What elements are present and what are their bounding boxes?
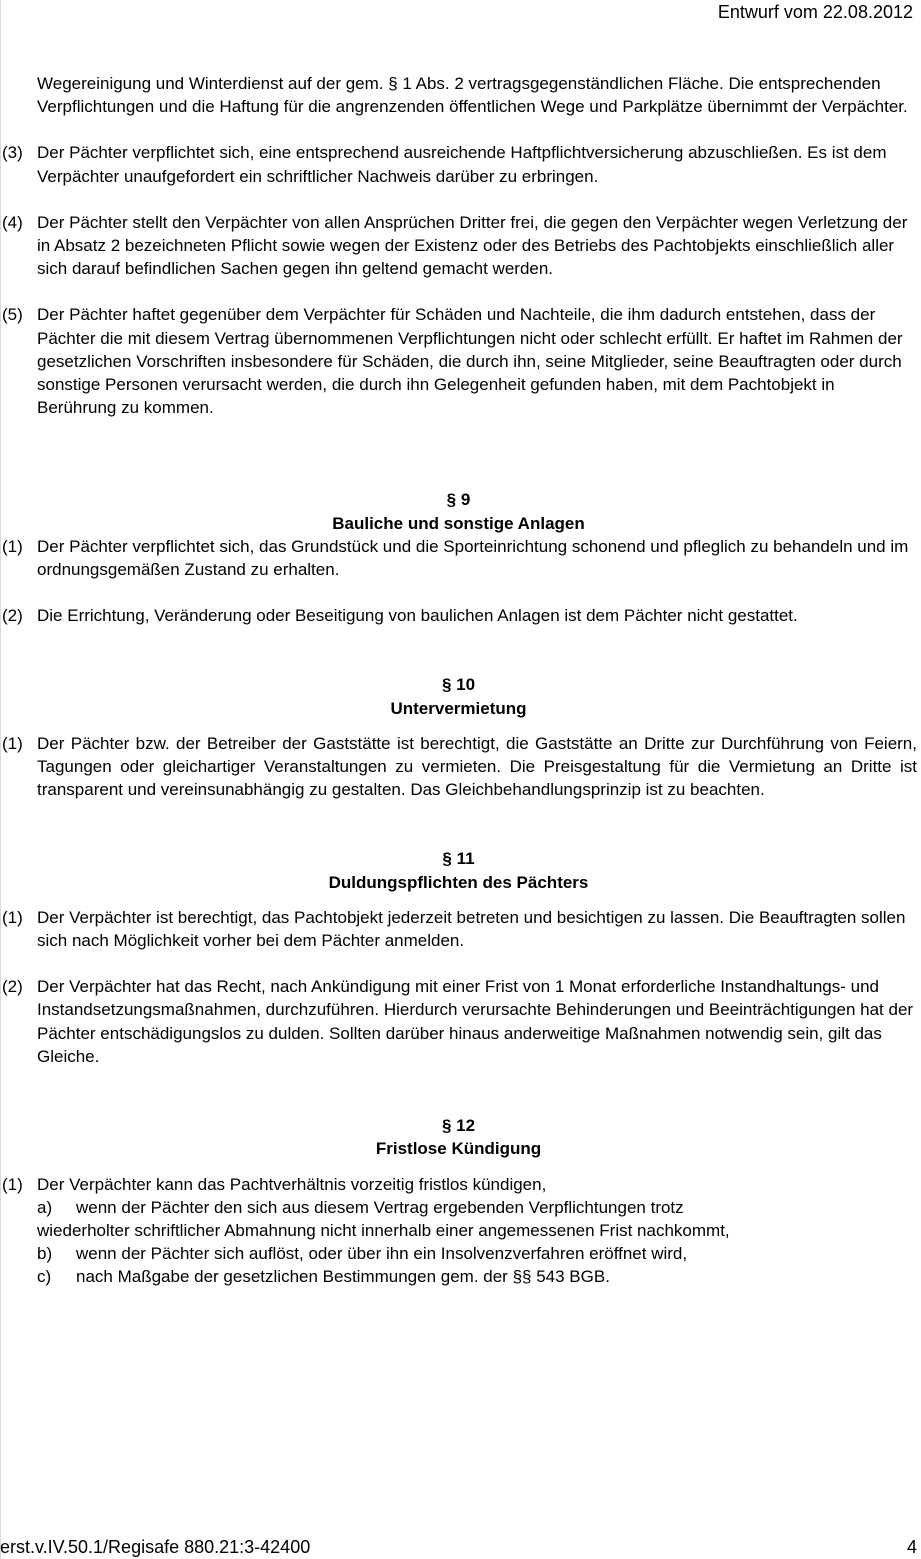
paragraph-9-2 [0,604,917,627]
paragraph-11-1 [0,906,917,952]
list-item-letter: b) [37,1244,53,1264]
section-9-title: Bauliche und sonstige Anlagen [332,513,585,533]
list-item-a-continuation [0,1219,917,1242]
paragraph-number: (3) [2,143,23,163]
list-item-letter: a) [37,1197,53,1217]
paragraph-8-5 [0,303,917,419]
section-12-number: § 12 [441,1116,476,1136]
section-9-number: § 9 [446,490,471,510]
footer-reference: erst.v.IV.50.1/Regisafe 880.21:3-42400 [0,1537,311,1557]
paragraph-text: Die Errichtung, Veränderung oder Beseitigung von baulichen Anlagen ist dem Pächter nicht gestattet. [37,606,798,626]
paragraph-number: (1) [2,733,23,753]
paragraph-10-1 [0,732,917,802]
draft-date-header: Entwurf vom 22.08.2012 [717,2,913,22]
paragraph-text: Der Pächter bzw. der Betreiber der Gaststätte ist berechtigt, die Gaststätte an Dritte zur Durchführung von Feiern, Tagungen oder gleichartiger Veranstaltungen zu vermieten. Die Preisgestaltung für die Vermietung an Dritte ist transparent und vereinsunabhängig zu gestalten. Das Gleichbehandlungsprinzip ist zu beachten. [37,733,917,800]
paragraph-number: (2) [2,606,23,626]
paragraph-9-1 [0,535,917,581]
page-number: 4 [906,1537,917,1557]
paragraph-12-1 [0,1173,917,1196]
list-item-text: wenn der Pächter den sich aus diesem Vertrag ergebenden Verpflichtungen trotz [76,1197,684,1217]
paragraph-text: Der Verpächter hat das Recht, nach Ankündigung mit einer Frist von 1 Monat erforderliche Instandhaltungs- und Instandsetzungsmaßnahmen, durchzuführen. Hierdurch verursachte Behinderungen und Beeinträchtigungen hat der Pächter entschädigungslos zu dulden. Sollten darüber hinaus anderweitige Maßnahmen notwendig sein, gilt das Gleiche. [37,977,914,1066]
list-item-letter: c) [37,1267,52,1287]
list-item-text: wenn der Pächter sich auflöst, oder über ihn ein Insolvenzverfahren eröffnet wird, [76,1244,688,1264]
paragraph-text: Der Pächter haftet gegenüber dem Verpächter für Schäden und Nachteile, die ihm dadurch entstehen, dass der Pächter die mit diesem Vertrag übernommenen Verpflichtungen nicht oder schlecht erfüllt. Er haftet im Rahmen der gesetzlichen Vorschriften insbesondere für Schäden, die durch ihn, seine Mitglieder, seine Beauftragten oder durch sonstige Personen verursacht werden, die durch ihn Gelegenheit gefunden haben, mit dem Pachtobjekt in Berührung zu kommen. [37,305,903,418]
paragraph-8-4 [0,211,917,281]
paragraph-number: (1) [2,536,23,556]
list-item-b [0,1242,917,1265]
paragraph-number: (1) [2,1174,23,1194]
section-11-title: Duldungspflichten des Pächters [328,872,589,892]
section-10-title: Untervermietung [390,698,527,718]
paragraph-text: Der Pächter stellt den Verpächter von allen Ansprüchen Dritter frei, die gegen den Verpächter wegen Verletzung der in Absatz 2 bezeichneten Pflicht sowie wegen der Existenz oder des Betriebs des Pachtobjekts einschließlich aller sich darauf befindlichen Sachen gegen ihn geltend gemacht werden. [37,212,908,279]
paragraph-number: (2) [2,977,23,997]
paragraph-text: Der Verpächter ist berechtigt, das Pachtobjekt jederzeit betreten und besichtigen zu lassen. Die Beauftragten sollen sich nach Möglichkeit vorher bei dem Pächter anmelden. [37,907,906,951]
paragraph-11-2 [0,975,917,1068]
list-item-c [0,1265,917,1288]
list-item-continuation-text: wiederholter schriftlicher Abmahnung nicht innerhalb einer angemessenen Frist nachkommt, [37,1220,730,1240]
section-11-number: § 11 [442,849,475,869]
list-item-text: nach Maßgabe der gesetzlichen Bestimmungen gem. der §§ 543 BGB. [76,1267,610,1287]
document-body [0,72,917,1289]
paragraph-number: (4) [2,212,23,232]
paragraph-number: (1) [2,907,23,927]
list-item-a [0,1196,917,1219]
paragraph-text: Der Verpächter kann das Pachtverhältnis vorzeitig fristlos kündigen, [37,1174,547,1194]
paragraph-8-3 [0,141,917,187]
section-12-title: Fristlose Kündigung [375,1139,542,1159]
paragraph-number: (5) [2,305,23,325]
section-10-number: § 10 [441,675,476,695]
intro-paragraph [0,72,917,118]
paragraph-text: Der Pächter verpflichtet sich, eine entsprechend ausreichende Haftpflichtversicherung abzuschließen. Es ist dem Verpächter unaufgefordert ein schriftlicher Nachweis darüber zu erbringen. [37,143,887,186]
intro-text: Wegereinigung und Winterdienst auf der gem. § 1 Abs. 2 vertragsgegenständlichen Fläche. Die entsprechenden Verpflichtungen und die Haftung für die angrenzenden öffentlichen Wege und Parkplätze übernimmt der Verpächter. [37,74,908,117]
paragraph-text: Der Pächter verpflichtet sich, das Grundstück und die Sporteinrichtung schonend und pfleglich zu behandeln und im ordnungsgemäßen Zustand zu erhalten. [37,536,909,580]
